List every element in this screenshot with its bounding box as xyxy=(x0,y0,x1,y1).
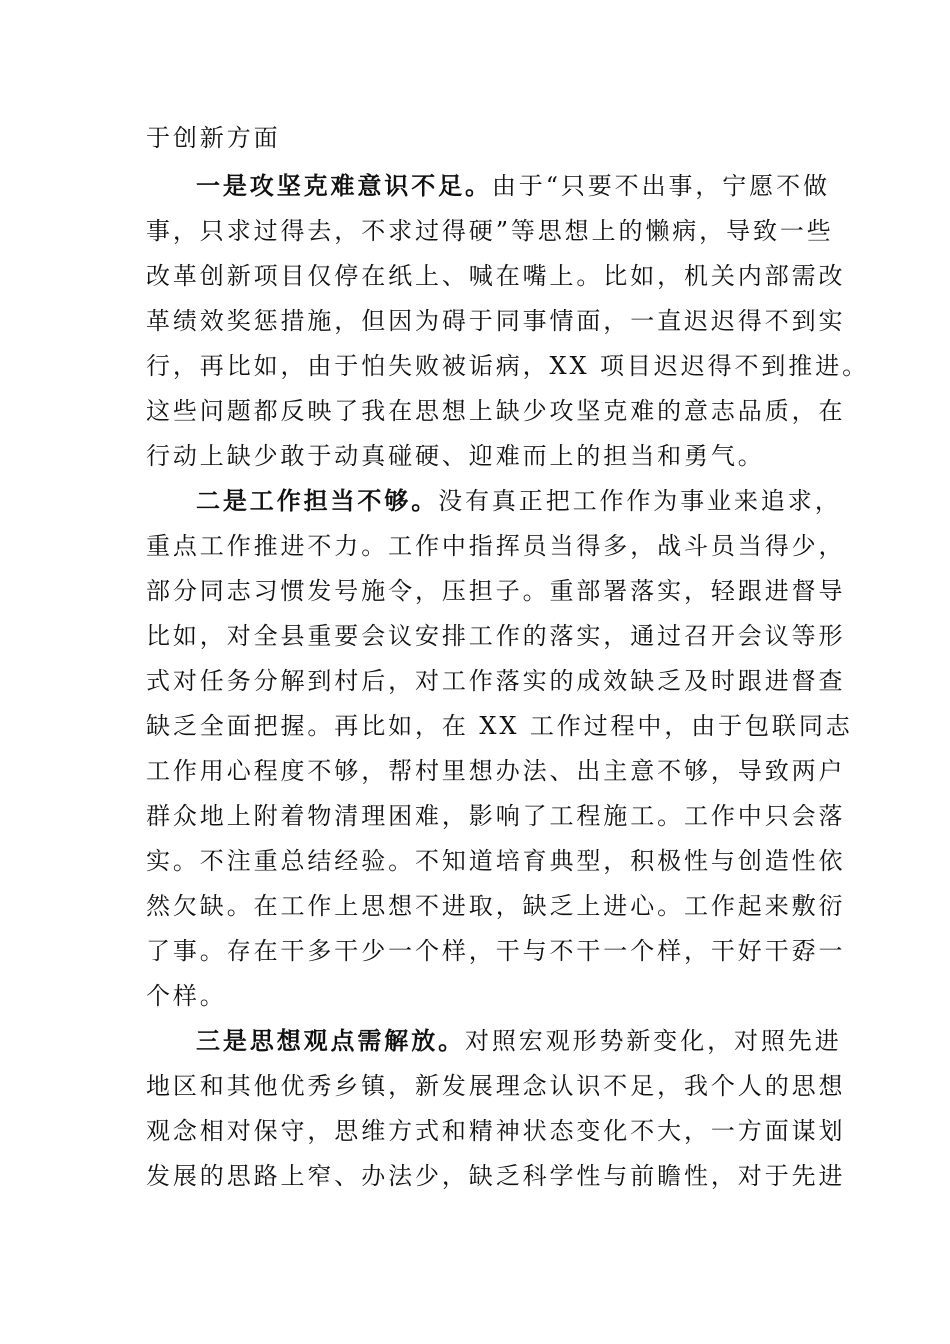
line-text: 实。不注重总结经验。不知道培育典型，积极性与创造性依 xyxy=(146,847,846,875)
line-text: 工作用心程度不够，帮村里想办法、出主意不够，导致两户 xyxy=(146,757,846,785)
text-line xyxy=(146,980,227,1012)
text-line xyxy=(146,1115,845,1147)
line-text: 这些问题都反映了我在思想上缺少攻坚克难的意志品质，在 xyxy=(146,397,846,425)
text-line xyxy=(146,620,845,652)
text-line xyxy=(146,440,765,472)
line-text: 对照宏观形势新变化，对照先进 xyxy=(465,1027,842,1055)
text-line xyxy=(146,800,845,832)
line-text: 于创新方面 xyxy=(146,124,281,152)
text-line xyxy=(146,260,845,292)
paragraph-3-first-line xyxy=(196,1025,842,1057)
line-text: 事，只求过得去，不求过得硬”等思想上的懒病，导致一些 xyxy=(146,217,834,245)
line-text: 式对任务分解到村后，对工作落实的成效缺乏及时跟进督查 xyxy=(146,667,846,695)
line-text: 地区和其他优秀乡镇，新发展理念认识不足，我个人的思想 xyxy=(146,1072,846,1100)
line-text: 改革创新项目仅停在纸上、喊在嘴上。比如，机关内部需改 xyxy=(146,262,846,290)
line-text: 群众地上附着物清理困难，影响了工程施工。工作中只会落 xyxy=(146,802,846,830)
line-text: 了事。存在干多干少一个样，干与不干一个样，干好干孬一 xyxy=(146,937,846,965)
text-line xyxy=(146,215,834,247)
paragraph-3-heading: 三是思想观点需解放。 xyxy=(196,1026,465,1055)
text-line xyxy=(146,1070,845,1102)
text-line xyxy=(146,935,845,967)
line-text: 行，再比如，由于怕失败被诟病，XX 项目迟迟得不到推进。 xyxy=(146,352,869,380)
text-line xyxy=(146,350,869,382)
line-text: 发展的思路上窄、办法少，缺乏科学性与前瞻性，对于先进 xyxy=(146,1162,846,1190)
text-line xyxy=(146,665,845,697)
line-text: 行动上缺少敢于动真碰硬、迎难而上的担当和勇气。 xyxy=(146,442,765,470)
text-line xyxy=(146,845,845,877)
line-text: 部分同志习惯发号施令，压担子。重部署落实，轻跟进督导 xyxy=(146,577,846,605)
text-line xyxy=(146,305,845,337)
text-line xyxy=(146,710,853,742)
paragraph-1-heading: 一是攻坚克难意识不足。 xyxy=(196,171,492,200)
line-text: 重点工作推进不力。工作中指挥员当得多，战斗员当得少， xyxy=(146,532,846,560)
line-text: 缺乏全面把握。再比如，在 XX 工作过程中，由于包联同志 xyxy=(146,712,853,740)
paragraph-1-first-line xyxy=(196,170,830,202)
text-line xyxy=(146,122,281,154)
paragraph-2-heading: 二是工作担当不够。 xyxy=(196,486,439,515)
line-text: 比如，对全县重要会议安排工作的落实，通过召开会议等形 xyxy=(146,622,846,650)
paragraph-2-first-line xyxy=(196,485,842,517)
text-line xyxy=(146,1160,845,1192)
line-text: 然欠缺。在工作上思想不进取，缺乏上进心。工作起来敷衍 xyxy=(146,892,846,920)
line-text: 个样。 xyxy=(146,982,227,1010)
text-line xyxy=(146,755,845,787)
text-line xyxy=(146,530,845,562)
line-text: 由于“只要不出事，宁愿不做 xyxy=(491,172,830,200)
line-text: 观念相对保守，思维方式和精神状态变化不大，一方面谋划 xyxy=(146,1117,846,1145)
line-text: 革绩效奖惩措施，但因为碍于同事情面，一直迟迟得不到实 xyxy=(146,307,846,335)
text-line xyxy=(146,575,845,607)
line-text: 没有真正把工作作为事业来追求， xyxy=(438,487,842,515)
text-line xyxy=(146,395,845,427)
text-line xyxy=(146,890,845,922)
